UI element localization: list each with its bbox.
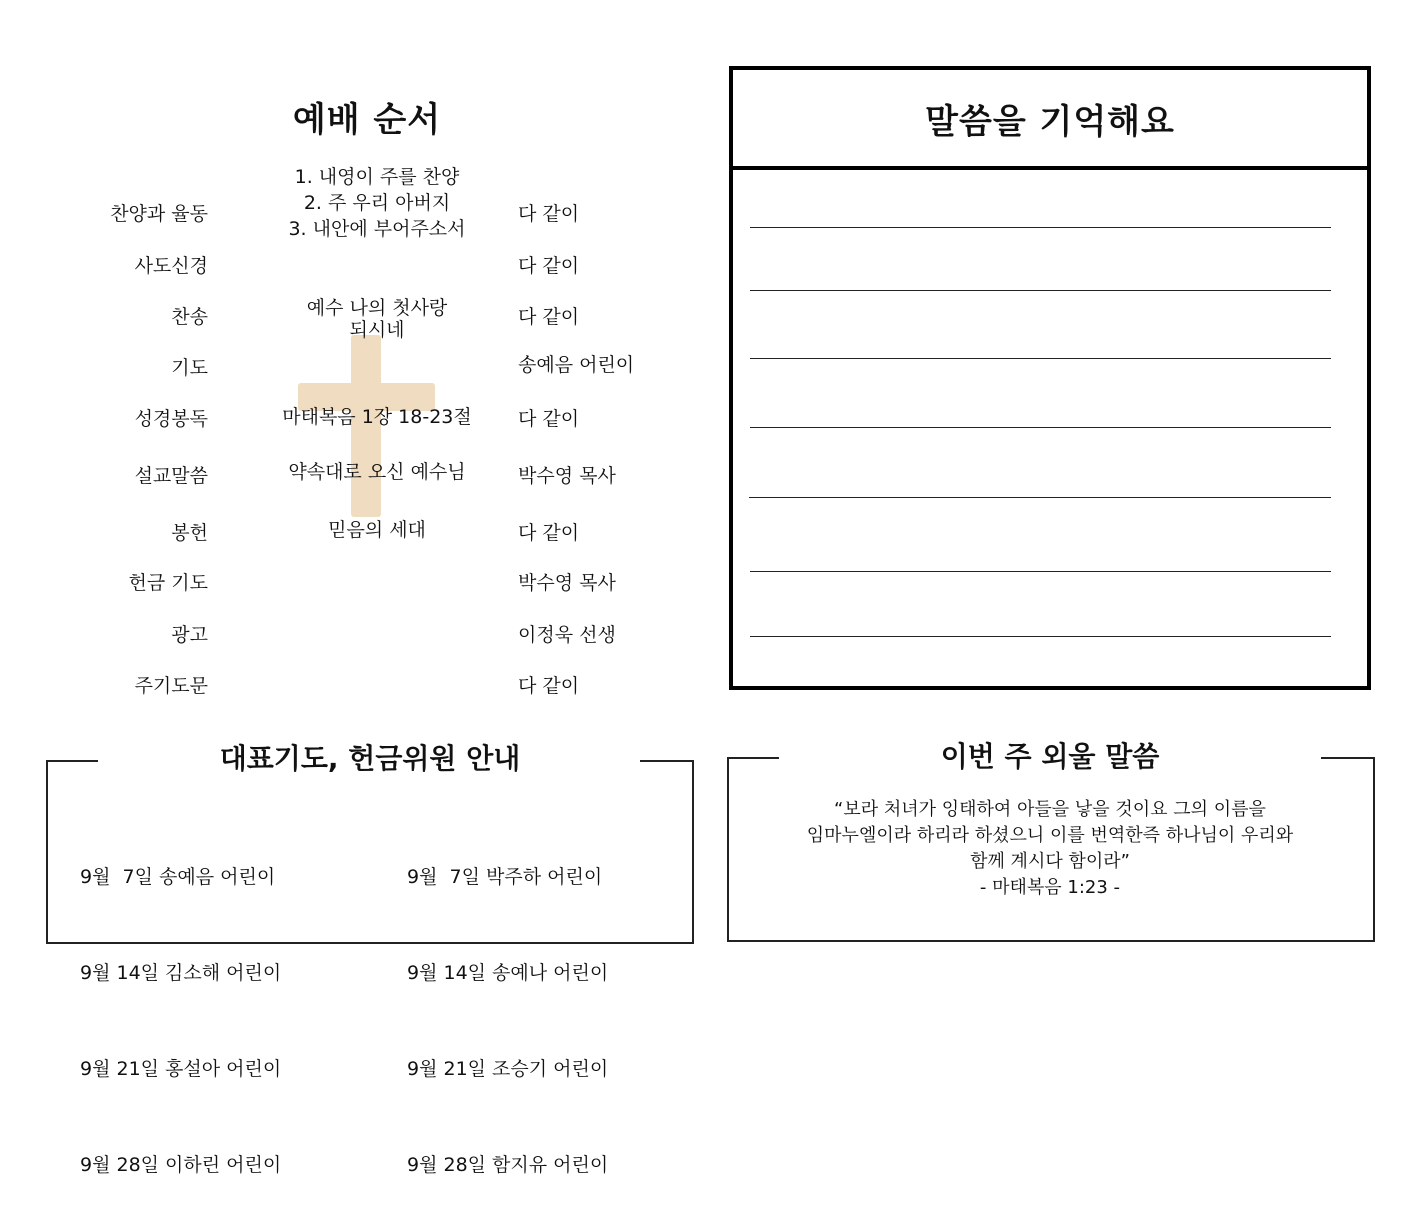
order-who-2: 다 같이 <box>518 255 580 277</box>
order-label-4: 기도 <box>171 357 208 379</box>
order-content-1 <box>262 164 492 242</box>
verse-line: “보라 처녀가 잉태하여 아들을 낳을 것이요 그의 이름을 <box>834 799 1266 820</box>
prayer-box-top-right <box>640 760 692 762</box>
order-label-3: 찬송 <box>171 306 208 328</box>
verse-line: 함께 계시다 함이라” <box>970 851 1130 872</box>
prayer-title: 대표기도, 헌금위원 안내 <box>219 742 521 775</box>
order-content-5 <box>262 404 492 430</box>
order-label-5: 성경봉독 <box>134 408 208 430</box>
order-title: 예배 순서 <box>292 100 442 140</box>
writing-line <box>750 358 1331 359</box>
prayer-box-top-left <box>46 760 98 762</box>
verse-text <box>730 797 1370 901</box>
prayer-entry: 9월 7일 박주하 어린이 <box>407 866 603 888</box>
order-who-4: 송예음 어린이 <box>518 354 635 376</box>
order-who-3: 다 같이 <box>518 306 580 328</box>
verse-title: 이번 주 외울 말씀 <box>940 740 1160 773</box>
order-who-9: 이정욱 선생 <box>518 624 616 646</box>
order-who-8: 박수영 목사 <box>518 572 616 594</box>
verse-box-top-left <box>727 757 779 759</box>
prayer-list-right <box>407 797 608 1213</box>
order-content-line: 1. 내영이 주를 찬양 <box>294 166 460 188</box>
prayer-entry: 9월 14일 송예나 어린이 <box>407 962 609 984</box>
order-label-1: 찬양과 율동 <box>110 203 208 225</box>
verse-reference: - 마태복음 1:23 - <box>979 877 1121 898</box>
order-content-line: 예수 나의 첫사랑 <box>306 297 448 319</box>
writing-line <box>750 290 1331 291</box>
prayer-list-left <box>80 797 281 1213</box>
memory-header <box>733 70 1367 170</box>
writing-line <box>750 427 1331 428</box>
order-label-8: 헌금 기도 <box>128 572 208 594</box>
order-content-line: 믿음의 세대 <box>328 519 426 541</box>
order-content-7 <box>262 517 492 543</box>
verse-line: 임마누엘이라 하리라 하셨으니 이를 번역한즉 하나님이 우리와 <box>806 825 1294 846</box>
prayer-entry: 9월 28일 이하린 어린이 <box>80 1154 282 1176</box>
order-who-1: 다 같이 <box>518 203 580 225</box>
prayer-entry: 9월 28일 함지유 어린이 <box>407 1154 609 1176</box>
order-who-10: 다 같이 <box>518 675 580 697</box>
writing-line <box>749 497 1331 498</box>
order-label-6: 설교말씀 <box>134 465 208 487</box>
order-content-line: 3. 내안에 부어주소서 <box>288 218 466 240</box>
writing-line <box>750 636 1331 637</box>
writing-line <box>750 227 1331 228</box>
order-content-line: 2. 주 우리 아버지 <box>303 192 451 214</box>
prayer-entry: 9월 14일 김소해 어린이 <box>80 962 282 984</box>
order-label-10: 주기도문 <box>134 675 208 697</box>
prayer-entry: 9월 21일 조승기 어린이 <box>407 1058 609 1080</box>
verse-box-top-right <box>1321 757 1373 759</box>
order-content-line: 되시네 <box>349 319 405 341</box>
order-label-7: 봉헌 <box>171 522 208 544</box>
memory-title: 말씀을 기억해요 <box>925 101 1175 142</box>
order-label-2: 사도신경 <box>134 255 208 277</box>
order-content-line: 약속대로 오신 예수님 <box>288 461 466 483</box>
writing-line <box>750 571 1331 572</box>
prayer-entry: 9월 21일 홍설아 어린이 <box>80 1058 282 1080</box>
order-content-line: 마태복음 1장 18-23절 <box>282 406 472 428</box>
prayer-entry: 9월 7일 송예음 어린이 <box>80 866 276 888</box>
order-who-7: 다 같이 <box>518 522 580 544</box>
order-who-6: 박수영 목사 <box>518 465 616 487</box>
memory-box <box>729 66 1371 690</box>
order-who-5: 다 같이 <box>518 408 580 430</box>
order-label-9: 광고 <box>171 624 208 646</box>
order-content-6 <box>262 459 492 485</box>
order-content-3 <box>262 297 492 341</box>
